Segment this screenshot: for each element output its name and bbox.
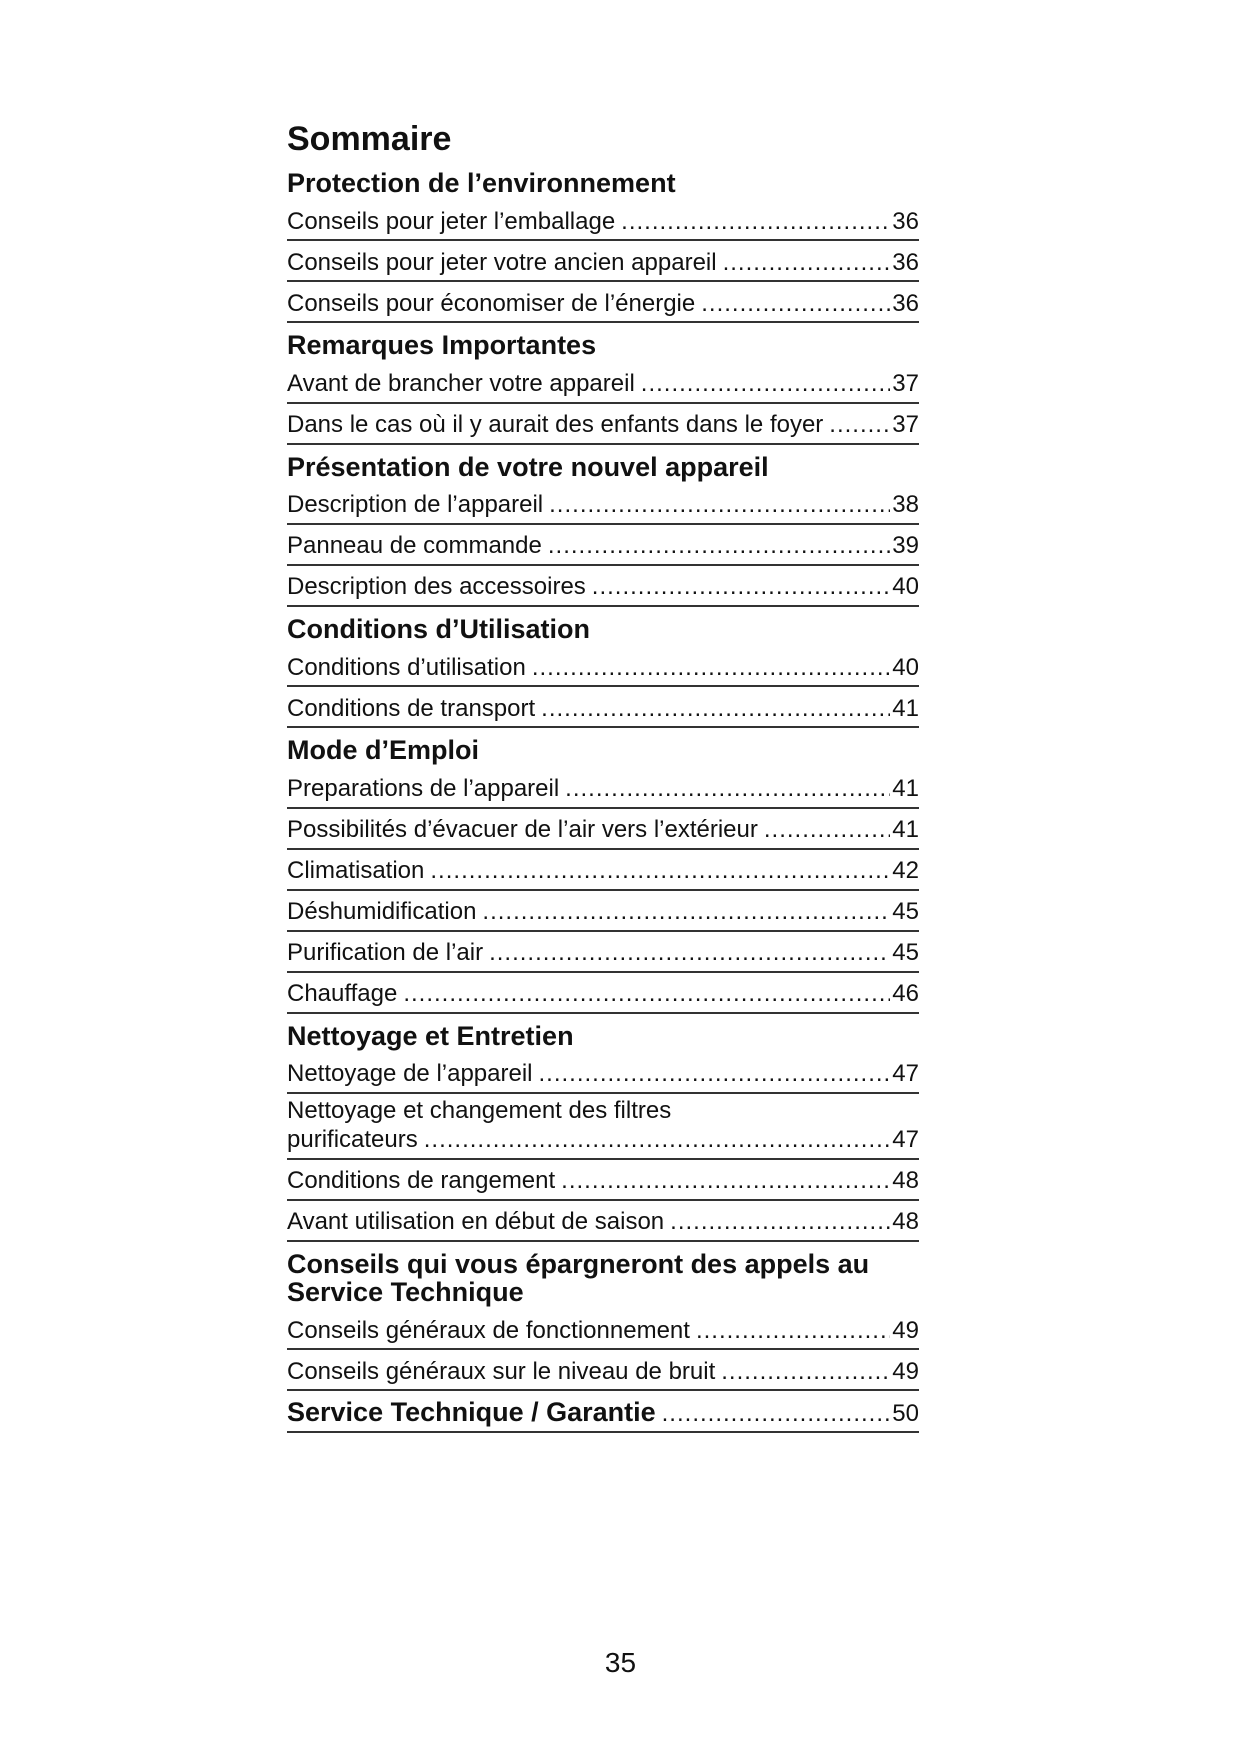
section-heading: Conditions d’Utilisation [287, 614, 590, 645]
toc-entry [287, 1309, 919, 1350]
toc-entry [287, 1201, 919, 1242]
dot-leader [424, 1126, 891, 1155]
entry-page: 47 [892, 1125, 919, 1153]
entry-label-continued: purificateurs [287, 1125, 418, 1153]
entry-page: 45 [892, 898, 919, 926]
entry-page: 41 [892, 775, 919, 803]
dot-leader [723, 249, 891, 278]
section-heading [287, 1250, 919, 1307]
entry-page: 40 [892, 653, 919, 681]
entry-label: Déshumidification [287, 898, 477, 926]
entry-label: Conditions d’utilisation [287, 653, 526, 681]
dot-leader [539, 1060, 891, 1089]
entry-label: Service Technique / Garantie [287, 1397, 656, 1428]
entry-label: Climatisation [287, 857, 425, 885]
toc-entry [287, 200, 919, 241]
dot-leader [592, 573, 891, 602]
toc-entry [287, 1350, 919, 1391]
entry-label: Panneau de commande [287, 532, 542, 560]
page-title: Sommaire [287, 120, 452, 158]
dot-leader [561, 1167, 890, 1196]
section-heading: Présentation de votre nouvel appareil [287, 451, 769, 482]
entry-page: 36 [892, 207, 919, 235]
entry-label: Description des accessoires [287, 573, 586, 601]
entry-label: Conseils généraux de fonctionnement [287, 1316, 690, 1344]
entry-page: 36 [892, 289, 919, 317]
entry-label: Preparations de l’appareil [287, 775, 560, 803]
entry-page: 40 [892, 573, 919, 601]
toc-entry [287, 768, 919, 809]
toc-entry [287, 1053, 919, 1094]
entry-label: Conseils généraux sur le niveau de bruit [287, 1357, 716, 1385]
toc-entry [287, 484, 919, 525]
entry-page: 46 [892, 980, 919, 1008]
dot-leader [696, 1317, 890, 1346]
section-heading: Nettoyage et Entretien [287, 1020, 574, 1051]
toc-entry [287, 850, 919, 891]
section-heading: Mode d’Emploi [287, 735, 479, 766]
dot-leader [549, 491, 890, 520]
entry-label: Chauffage [287, 980, 398, 1008]
section-heading-line1: Conseils qui vous épargneront des appels au [287, 1248, 870, 1279]
entry-label: Conditions de rangement [287, 1166, 556, 1194]
toc-entry [287, 363, 919, 404]
entry-page: 50 [892, 1399, 919, 1427]
entry-page: 37 [892, 410, 919, 438]
section-heading-line2: Service Technique [287, 1277, 524, 1308]
dot-leader [565, 775, 890, 804]
entry-page: 48 [892, 1207, 919, 1235]
dot-leader [701, 290, 890, 319]
dot-leader [662, 1400, 891, 1429]
toc-entry [287, 1094, 919, 1160]
entry-label: Conditions de transport [287, 694, 536, 722]
entry-page: 41 [892, 816, 919, 844]
toc-entry [287, 687, 919, 728]
toc-entry [287, 525, 919, 566]
entry-label: Description de l’appareil [287, 491, 544, 519]
entry-page: 45 [892, 939, 919, 967]
entry-page: 47 [892, 1060, 919, 1088]
entry-label: Nettoyage et changement des filtres [287, 1097, 672, 1125]
dot-leader [430, 857, 890, 886]
entry-page: 48 [892, 1166, 919, 1194]
dot-leader [489, 939, 890, 968]
dot-leader [482, 898, 890, 927]
entry-label: Avant de brancher votre appareil [287, 369, 635, 397]
entry-label: Conseils pour jeter l’emballage [287, 207, 616, 235]
dot-leader [532, 654, 890, 683]
dot-leader [541, 695, 890, 724]
dot-leader [621, 208, 890, 237]
entry-page: 37 [892, 369, 919, 397]
toc-entry [287, 973, 919, 1014]
section-heading: Remarques Importantes [287, 330, 597, 361]
entry-page: 39 [892, 532, 919, 560]
toc-entry [287, 566, 919, 607]
toc-entry [287, 646, 919, 687]
dot-leader [764, 816, 890, 845]
toc-entry [287, 404, 919, 445]
dot-leader [670, 1208, 890, 1237]
entry-page: 41 [892, 694, 919, 722]
toc-entry [287, 1160, 919, 1201]
entry-label: Possibilités d’évacuer de l’air vers l’extérieur [287, 816, 758, 844]
dot-leader [641, 370, 891, 399]
section-heading: Protection de l’environnement [287, 168, 676, 199]
dot-leader [548, 532, 890, 561]
entry-label: Conseils pour jeter votre ancien appareil [287, 248, 717, 276]
entry-label: Nettoyage de l’appareil [287, 1060, 533, 1088]
toc-entry [287, 282, 919, 323]
page-number: 35 [604, 1647, 637, 1678]
toc-entry [287, 891, 919, 932]
entry-label: Conseils pour économiser de l’énergie [287, 289, 696, 317]
toc-entry [287, 809, 919, 850]
toc-entry-service-garantie [287, 1391, 919, 1433]
toc-entry [287, 932, 919, 973]
entry-page: 42 [892, 857, 919, 885]
dot-leader [829, 411, 890, 440]
entry-continuation [287, 1126, 919, 1155]
entry-page: 49 [892, 1357, 919, 1385]
dot-leader [721, 1358, 890, 1387]
entry-page: 38 [892, 491, 919, 519]
entry-page: 49 [892, 1316, 919, 1344]
entry-label: Purification de l’air [287, 939, 484, 967]
table-of-contents [287, 120, 919, 1433]
toc-entry [287, 241, 919, 282]
entry-page: 36 [892, 248, 919, 276]
entry-label: Avant utilisation en début de saison [287, 1207, 665, 1235]
entry-label: Dans le cas où il y aurait des enfants dans le foyer [287, 410, 824, 438]
dot-leader [403, 980, 890, 1009]
